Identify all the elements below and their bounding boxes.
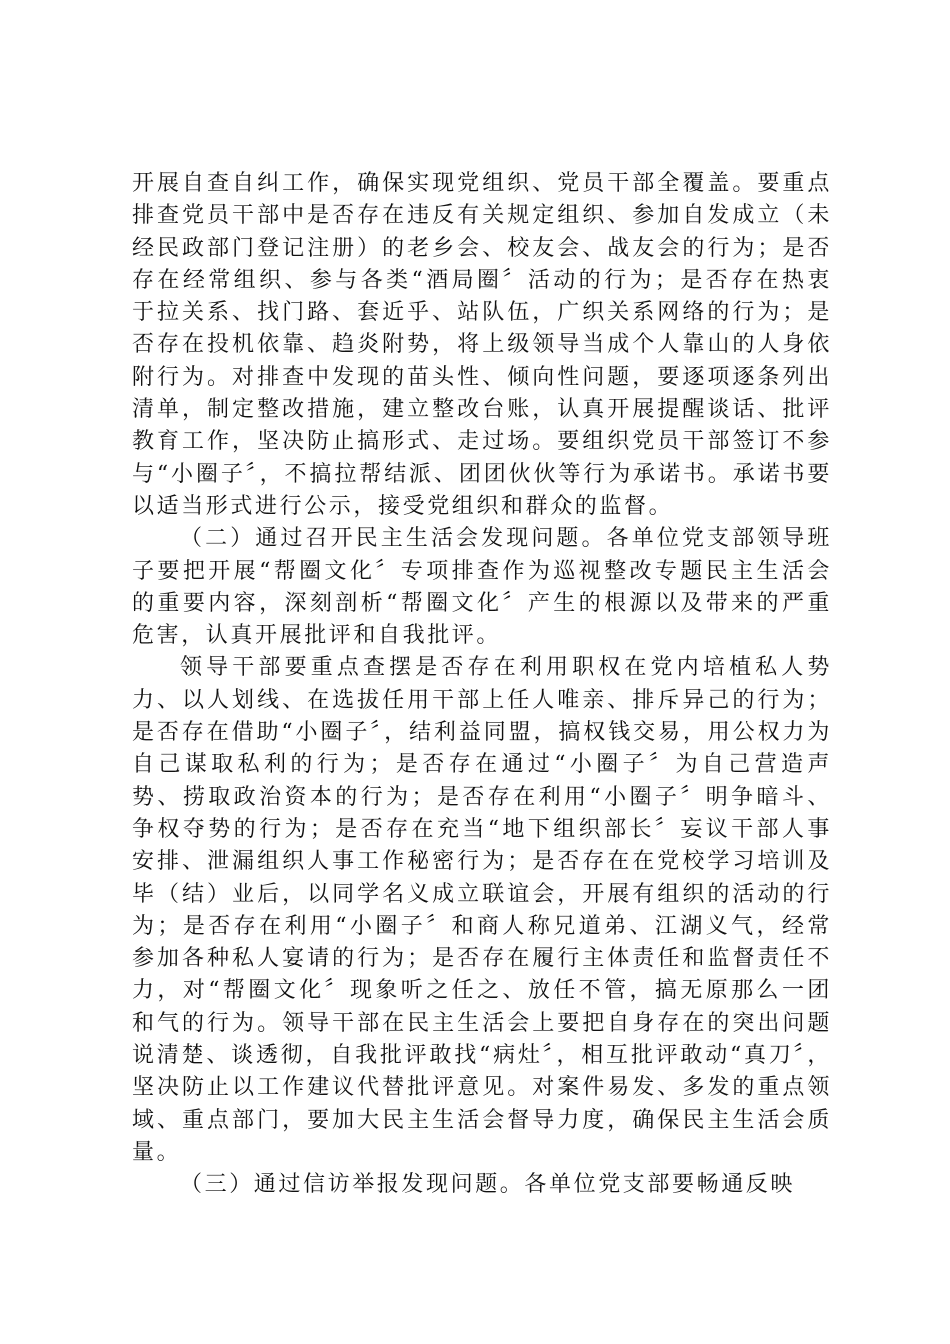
document-body [132, 168, 832, 1202]
paragraph-self-inspection: 开展自查自纠工作，确保实现党组织、党员干部全覆盖。要重点排查党员干部中是否存在违反有关规定组织、参加自发成立（未经民政部门登记注册）的老乡会、校友会、战友会的行为；是否存在经常组织、参与各类“酒局圈〞活动的行为；是否存在热衷于拉关系、找门路、套近乎、站队伍，广织关系网络的行为；是否存在投机依靠、趋炎附势，将上级领导当成个人靠山的人身依附行为。对排查中发现的苗头性、倾向性问题，要逐项逐条列出清单，制定整改措施，建立整改台账，认真开展提醒谈话、批评教育工作，坚决防止搞形式、走过场。要组织党员干部签订不参与“小圈子〞，不搞拉帮结派、团团伙伙等行为承诺书。承诺书要以适当形式进行公示，接受党组织和群众的监督。 [132, 171, 832, 519]
paragraph-leading-cadres-inspection: 领导干部要重点查摆是否存在利用职权在党内培植私人势力、以人划线、在选拔任用干部上任人唯亲、排斥异己的行为；是否存在借助“小圈子〞，结利益同盟，搞权钱交易，用公权力为自己谋取私利的行为；是否存在通过“小圈子〞为自己营造声势、捞取政治资本的行为；是否存在利用“小圈子〞明争暗斗、争权夺势的行为；是否存在充当“地下组织部长〞妄议干部人事安排、泄漏组织人事工作秘密行为；是否存在在党校学习培训及毕（结）业后，以同学名义成立联谊会，开展有组织的活动的行为；是否存在利用“小圈子〞和商人称兄道弟、江湖义气，经常参加各种私人宴请的行为；是否存在履行主体责任和监督责任不力，对“帮圈文化〞现象听之任之、放任不管，搞无原那么一团和气的行为。领导干部在民主生活会上要把自身存在的突出问题说清楚、谈透彻，自我批评敢找“病灶〞，相互批评敢动“真刀〞，坚决防止以工作建议代替批评意见。对案件易发、多发的重点领域、重点部门，要加大民主生活会督导力度，确保民主生活会质量。 [132, 655, 832, 1165]
paragraph-democratic-life-meeting: （二）通过召开民主生活会发现问题。各单位党支部领导班子要把开展“帮圈文化〞专项排查作为巡视整改专题民主生活会的重要内容，深刻剖析“帮圈文化〞产生的根源以及带来的严重危害，认真开展批评和自我批评。 [132, 526, 832, 649]
paragraph-petition-reports: （三）通过信访举报发现问题。各单位党支部要畅通反映 [180, 1172, 796, 1198]
